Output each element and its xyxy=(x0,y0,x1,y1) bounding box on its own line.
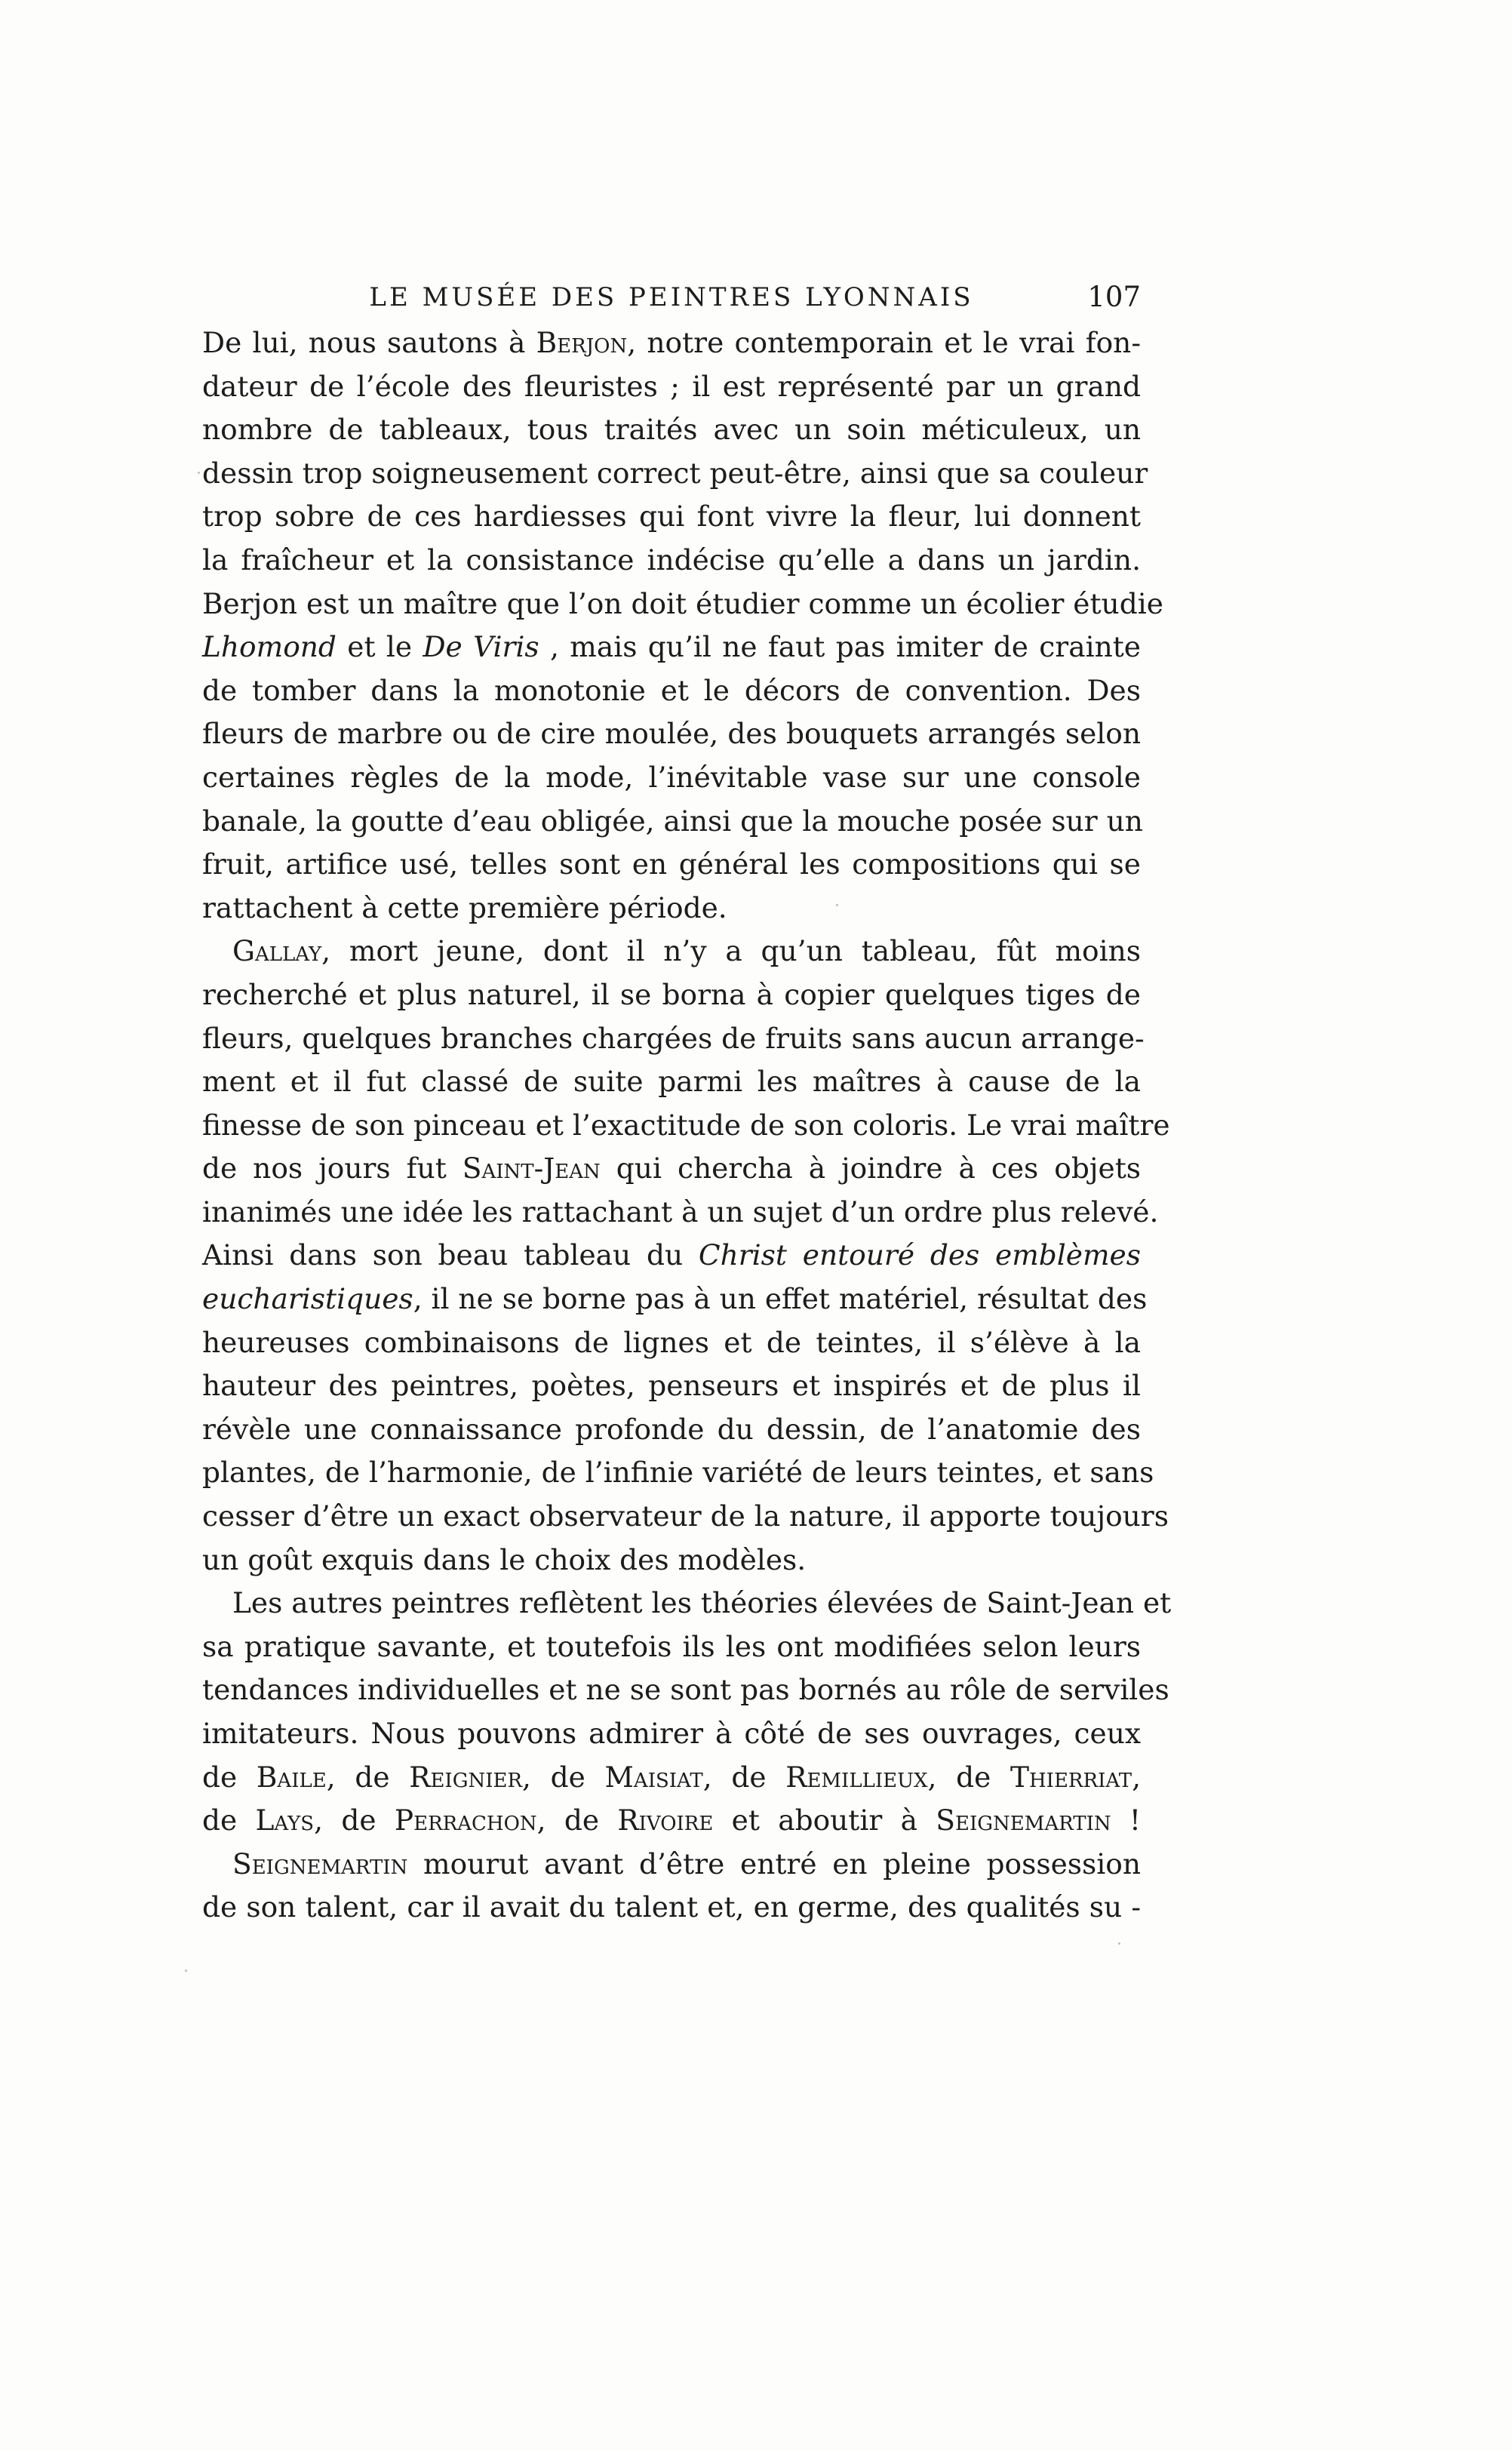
text-line xyxy=(202,1321,1141,1365)
text-run: certaines règles de la mode, l’inévitable vase sur une console xyxy=(202,760,1141,794)
text-line xyxy=(202,1191,1159,1235)
painter-name: Rivoire xyxy=(617,1804,714,1837)
page-number: 107 xyxy=(1087,281,1141,313)
text-run: , xyxy=(1132,1760,1141,1794)
text-run: , il ne se borne pas à un effet matériel, résultat des xyxy=(413,1282,1148,1316)
paper-speck xyxy=(836,904,838,906)
text-run: , mais qu’il ne faut pas imiter de crainte xyxy=(539,630,1142,664)
text-run: ! xyxy=(1111,1804,1141,1837)
text-line xyxy=(202,1495,1169,1539)
text-run: , notre contemporain et le vrai fon- xyxy=(627,326,1142,359)
text-run: de son talent, car il avait du talent et, en germe, des qualités su - xyxy=(202,1890,1141,1924)
text-line xyxy=(202,843,1141,887)
painter-name: Seignemartin xyxy=(936,1804,1111,1837)
text-line xyxy=(202,583,1163,626)
text-run: hauteur des peintres, poètes, penseurs et inspirés et de plus il xyxy=(202,1369,1141,1403)
text-run: dessin trop soigneusement correct peut-être, ainsi que sa couleur xyxy=(202,456,1148,490)
text-line xyxy=(202,756,1141,800)
painter-name: Remillieux xyxy=(785,1760,928,1794)
text-run: , de xyxy=(314,1804,395,1837)
text-run: cesser d’être un exact observateur de la nature, il apporte toujours xyxy=(202,1499,1169,1533)
text-run: de tomber dans la monotonie et le décors de convention. Des xyxy=(202,673,1141,707)
text-line xyxy=(202,973,1141,1017)
body-text xyxy=(202,321,1172,1930)
text-run: Berjon est un maître que l’on doit étudier comme un écolier étudie xyxy=(202,586,1163,620)
text-run: imitateurs. Nous pouvons admirer à côté de ses ouvrages, ceux xyxy=(202,1717,1141,1750)
paper-speck xyxy=(1118,1942,1120,1945)
text-run: qui chercha à joindre à ces objets xyxy=(600,1152,1142,1186)
text-line xyxy=(202,1147,1141,1191)
text-run: banale, la goutte d’eau obligée, ainsi que la mouche posée sur un xyxy=(202,804,1143,838)
text-run: recherché et plus naturel, il se borna à copier quelques tiges de xyxy=(202,977,1141,1011)
text-run: sa pratique savante, et toutefois ils les ont modifiées selon leurs xyxy=(202,1629,1141,1663)
text-line xyxy=(202,1625,1141,1669)
text-line xyxy=(202,930,1141,973)
italic-title: eucharistiques xyxy=(202,1282,413,1316)
text-run: de xyxy=(202,1760,257,1794)
text-run: de nos jours fut xyxy=(202,1152,463,1186)
text-run: nombre de tableaux, tous traités avec un soin méticuleux, un xyxy=(202,413,1141,447)
painter-name: Perrachon xyxy=(394,1804,537,1837)
text-line xyxy=(202,1017,1145,1061)
paper-speck xyxy=(185,1970,187,1972)
text-run: dateur de l’école des fleuristes ; il est représenté par un grand xyxy=(202,369,1141,403)
text-line xyxy=(202,1799,1141,1843)
text-run: , de xyxy=(702,1760,786,1794)
text-run: et aboutir à xyxy=(713,1804,936,1837)
painter-name: Baile xyxy=(256,1760,327,1794)
text-line xyxy=(202,321,1141,365)
text-run: , de xyxy=(927,1760,1010,1794)
italic-title: De Viris xyxy=(423,630,539,664)
painter-name: Berjon xyxy=(536,326,628,359)
text-line xyxy=(202,1408,1141,1452)
text-line xyxy=(202,1104,1170,1148)
text-run: révèle une connaissance profonde du dessin, de l’anatomie des xyxy=(202,1412,1141,1446)
painter-name: Thierriat xyxy=(1010,1760,1132,1794)
text-run: Ainsi dans son beau tableau du xyxy=(202,1238,699,1272)
italic-title: Lhomond xyxy=(202,630,337,664)
text-run: De lui, nous sautons à xyxy=(202,326,536,359)
painter-name: Seignemartin xyxy=(232,1847,408,1881)
text-run: un goût exquis dans le choix des modèles. xyxy=(202,1542,807,1576)
text-line xyxy=(202,452,1148,496)
text-line xyxy=(202,669,1141,713)
text-line xyxy=(202,1278,1148,1321)
text-run: fruit, artifice usé, telles sont en général les compositions qui se xyxy=(202,847,1141,881)
text-run: de xyxy=(202,1804,256,1837)
text-line xyxy=(202,712,1141,756)
running-head xyxy=(202,275,1141,320)
text-line xyxy=(202,1364,1141,1408)
text-run: , de xyxy=(522,1760,605,1794)
text-run: fleurs, quelques branches chargées de fruits sans aucun arrange- xyxy=(202,1021,1145,1055)
text-line xyxy=(202,1451,1154,1495)
text-run: , de xyxy=(326,1760,410,1794)
painter-name: Reignier xyxy=(409,1760,523,1794)
paper-speck xyxy=(198,472,200,474)
text-run: finesse de son pinceau et l’exactitude de son coloris. Le vrai maître xyxy=(202,1108,1170,1142)
text-run: ment et il fut classé de suite parmi les maîtres à cause de la xyxy=(202,1065,1141,1099)
text-line xyxy=(202,1234,1141,1278)
text-run: inanimés une idée les rattachant à un sujet d’un ordre plus relevé. xyxy=(202,1195,1159,1229)
text-line xyxy=(202,365,1141,409)
text-line xyxy=(202,626,1141,669)
painter-name: Gallay xyxy=(232,934,322,968)
text-line xyxy=(202,887,1141,930)
text-run: rattachent à cette première période. xyxy=(202,890,727,924)
text-run: fleurs de marbre ou de cire moulée, des bouquets arrangés selon xyxy=(202,717,1141,751)
text-run: mourut avant d’être entré en pleine possession xyxy=(407,1847,1141,1881)
text-line xyxy=(202,800,1141,844)
text-line xyxy=(202,1668,1169,1712)
text-line xyxy=(202,1539,1141,1582)
text-run: Les autres peintres reflètent les théories élevées de Saint-Jean et xyxy=(232,1586,1172,1620)
text-run: , mort jeune, dont il n’y a qu’un tableau, fût moins xyxy=(321,934,1141,968)
text-run: tendances individuelles et ne se sont pas bornés au rôle de serviles xyxy=(202,1673,1169,1707)
running-title: LE MUSÉE DES PEINTRES LYONNAIS xyxy=(369,282,974,312)
text-line xyxy=(202,1843,1141,1887)
text-line xyxy=(202,1582,1172,1625)
text-run: et le xyxy=(336,630,423,664)
text-line xyxy=(202,539,1141,583)
painter-name: Lays xyxy=(255,1804,315,1837)
painter-name: Maisiat xyxy=(604,1760,703,1794)
text-line xyxy=(202,1060,1141,1104)
text-run: trop sobre de ces hardiesses qui font vivre la fleur, lui donnent xyxy=(202,500,1141,534)
text-line xyxy=(202,1712,1141,1756)
italic-title: Christ entouré des emblèmes xyxy=(698,1238,1141,1272)
text-run: , de xyxy=(536,1804,618,1837)
text-run: la fraîcheur et la consistance indécise qu’elle a dans un jardin. xyxy=(202,543,1141,577)
text-run: plantes, de l’harmonie, de l’infinie variété de leurs teintes, et sans xyxy=(202,1456,1154,1490)
text-line xyxy=(202,1756,1141,1800)
text-run: heureuses combinaisons de lignes et de teintes, il s’élève à la xyxy=(202,1325,1141,1359)
text-line xyxy=(202,1886,1141,1930)
text-line xyxy=(202,408,1141,452)
painter-name: Saint-Jean xyxy=(462,1152,601,1186)
text-line xyxy=(202,495,1141,539)
